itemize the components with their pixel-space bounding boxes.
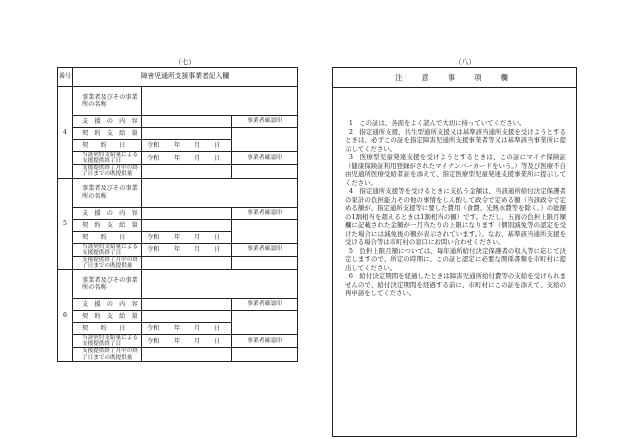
business-name-label: 事業者及びその事業所の名称 (73, 270, 142, 299)
notes-panel (332, 67, 577, 437)
year-unit: 年 (174, 325, 181, 333)
business-name-field[interactable] (142, 178, 298, 207)
entry-number: 5 (58, 178, 73, 270)
support-content-field[interactable] (142, 116, 232, 128)
left-page-number: （七） (174, 58, 196, 66)
business-name-field[interactable] (142, 270, 298, 299)
end-date-label: 当該契約支給量による支援提供終了日 (73, 152, 142, 165)
month-unit: 月 (194, 154, 201, 162)
era-label: 令和 (147, 233, 160, 241)
year-unit: 年 (174, 233, 181, 241)
notes-title: 注 意 事 項 欄 (333, 68, 576, 88)
year-unit: 年 (174, 246, 181, 254)
contract-amount-field[interactable] (142, 311, 232, 323)
contract-date-label: 契 約 日 (73, 231, 142, 243)
remaining-supply-field[interactable] (142, 348, 232, 361)
support-content-label: 支 援 の 内 容 (73, 207, 142, 219)
contract-amount-field[interactable] (142, 128, 232, 140)
note-item: 2 指定通所支援、共生型通所支援又は基準該当通所支援を受けようとするときは、必ずこの証を指定障害児通所支援事業者等又は基準該当事業所に提示してください。 (345, 127, 566, 153)
remaining-supply-field[interactable] (142, 256, 232, 269)
provider-entry-table (57, 67, 298, 362)
business-name-label: 事業者及びその事業所の名称 (73, 87, 142, 116)
day-unit: 日 (214, 325, 221, 333)
note-item: 6 給付決定期間を経過したときは障害児通所給付費等の支給を受けられませんので、給付決定期間を経過する前に、市町村にこの証を添えて、支給の再申請をしてください。 (345, 272, 566, 298)
support-content-field[interactable] (142, 299, 232, 311)
month-unit: 月 (194, 337, 201, 345)
table-title: 障害児通所支援事業者記入欄 (73, 68, 298, 87)
era-label: 令和 (147, 246, 160, 254)
era-label: 令和 (147, 337, 160, 345)
year-unit: 年 (174, 337, 181, 345)
era-label: 令和 (147, 154, 160, 162)
end-date-label: 当該契約支給量による支援提供終了日 (73, 335, 142, 348)
support-content-field[interactable] (142, 207, 232, 219)
confirm-stamp-field[interactable] (232, 165, 298, 178)
number-column-header: 番号 (58, 68, 73, 87)
remaining-supply-label: 支援提供終了月中の終了日までの既提供量 (73, 165, 142, 178)
confirm-stamp-label: 事業者確認印 (232, 116, 298, 128)
confirm-stamp-label: 事業者確認印 (232, 152, 298, 165)
month-unit: 月 (194, 325, 201, 333)
remaining-supply-label: 支援提供終了月中の終了日までの既提供量 (73, 348, 142, 361)
confirm-stamp-label: 事業者確認印 (232, 299, 298, 311)
year-unit: 年 (174, 141, 181, 149)
contract-date-label: 契 約 日 (73, 140, 142, 152)
confirm-stamp-field[interactable] (232, 311, 298, 335)
end-date-label: 当該契約支給量による支援提供終了日 (73, 243, 142, 256)
note-item: 1 この証は、各面をよく読んで大切に持っていてください。 (348, 119, 526, 127)
confirm-stamp-field[interactable] (232, 348, 298, 361)
contract-amount-label: 契 約 支 給 量 (73, 219, 142, 231)
month-unit: 月 (194, 246, 201, 254)
confirm-stamp-field[interactable] (232, 128, 298, 152)
month-unit: 月 (194, 233, 201, 241)
confirm-stamp-field[interactable] (232, 256, 298, 269)
notes-body (333, 88, 576, 298)
contract-amount-label: 契 約 支 給 量 (73, 128, 142, 140)
contract-amount-field[interactable] (142, 219, 232, 231)
entry-number: 6 (58, 270, 73, 362)
support-content-label: 支 援 の 内 容 (73, 299, 142, 311)
era-label: 令和 (147, 141, 160, 149)
confirm-stamp-field[interactable] (232, 219, 298, 243)
confirm-stamp-label: 事業者確認印 (232, 207, 298, 219)
day-unit: 日 (214, 233, 221, 241)
confirm-stamp-label: 事業者確認印 (232, 243, 298, 256)
remaining-supply-field[interactable] (142, 165, 232, 178)
support-content-label: 支 援 の 内 容 (73, 116, 142, 128)
right-page-number: （八） (454, 58, 476, 66)
note-item: 4 指定通所支援等を受けるときに支払う金額は、当該通所給付決定保護者の家計の負担能力その他の事情をしん酌して政令で定める額（当該政令で定める額が、指定通所支援等に要した費用（食費、光熱水費等を除く。）の総額の1割相当を超えるときは1割相当の額）です。ただし、五面の負担上限月額欄に記載された金額が一月当たりの上限になります（個別減免等の認定を受けた場合には減免後の額が表示されています。）。なお、基準該当通所支援を受ける場合等は市町村の窓口にお問い合わせください。 (345, 187, 566, 247)
note-item: 5 負担上限月額については、毎年通所給付決定保護者の収入等に応じて決定しますので、所定の時期に、この証と認定に必要な関係書類を市町村に提出してください。 (345, 246, 566, 272)
day-unit: 日 (214, 337, 221, 345)
contract-amount-label: 契 約 支 給 量 (73, 311, 142, 323)
entry-number: 4 (58, 87, 73, 179)
business-name-label: 事業者及びその事業所の名称 (73, 178, 142, 207)
era-label: 令和 (147, 325, 160, 333)
note-item: 3 医療型児童発達支援を受けようとするときは、この証にマイナ保険証（健康保険証利用登録がされたマイナンバーカードをいう。）等及び医療不自由児通所医療受給者証を添えて、指定医療型児童発達支援事業所に提示してください。 (345, 153, 566, 187)
confirm-stamp-label: 事業者確認印 (232, 335, 298, 348)
remaining-supply-label: 支援提供終了月中の終了日までの既提供量 (73, 256, 142, 269)
day-unit: 日 (214, 246, 221, 254)
contract-date-label: 契 約 日 (73, 323, 142, 335)
month-unit: 月 (194, 141, 201, 149)
business-name-field[interactable] (142, 87, 298, 116)
year-unit: 年 (174, 154, 181, 162)
day-unit: 日 (214, 154, 221, 162)
day-unit: 日 (214, 141, 221, 149)
